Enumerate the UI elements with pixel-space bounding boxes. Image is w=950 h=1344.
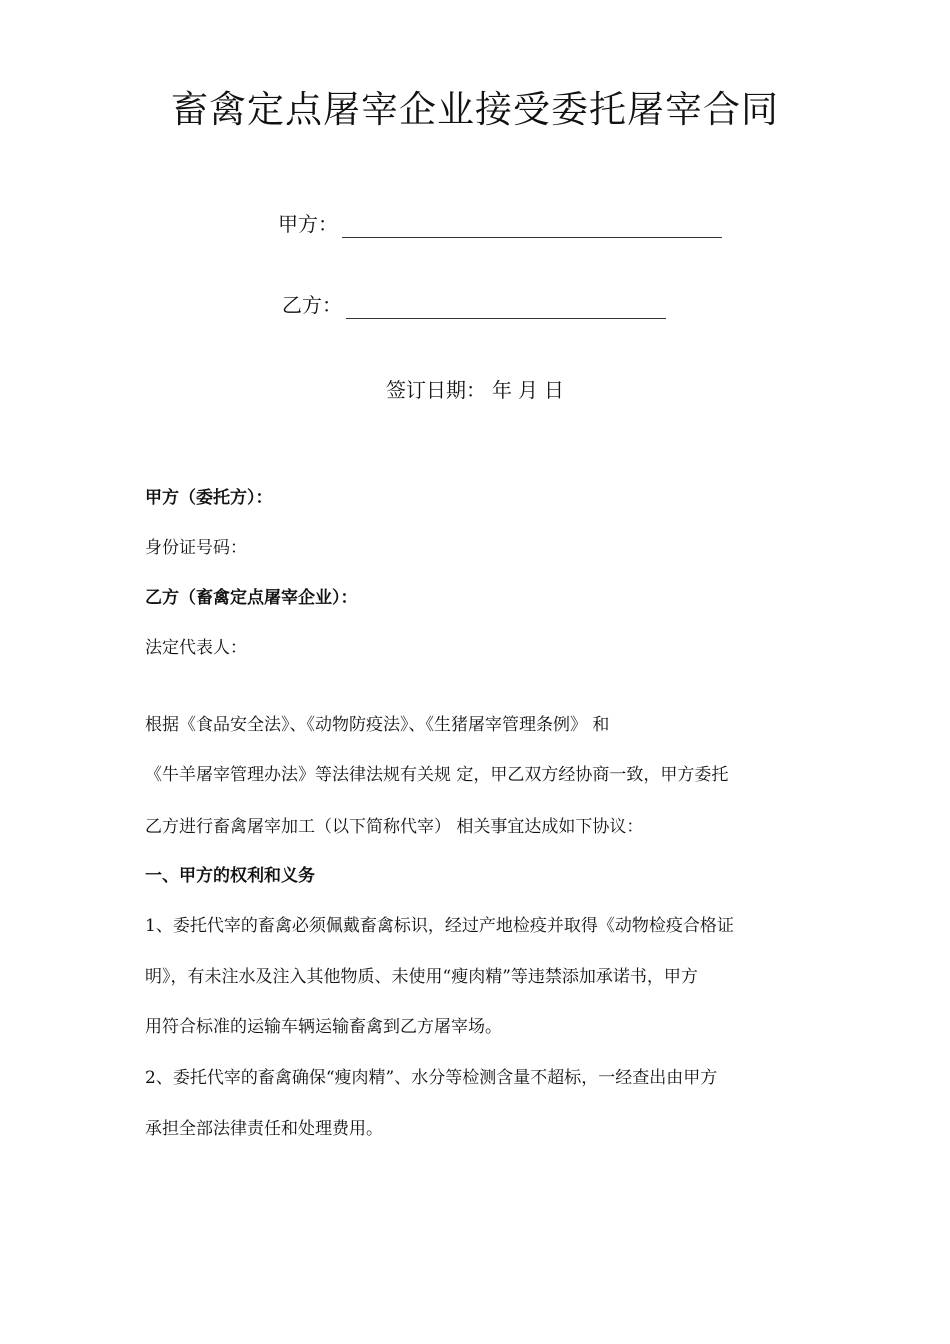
clause1-line: 明》，有未注水及注入其他物质、未使用“瘦肉精”等违禁添加承诺书，甲方 (145, 967, 698, 987)
intro-line: 根据《食品安全法》、《动物防疫法》、《生猪屠宰管理条例》 和 (145, 715, 610, 735)
document-title: 畜禽定点屠宰企业接受委托屠宰合同 (171, 88, 779, 131)
intro-line: 《牛羊屠宰管理办法》等法律法规有关规 定，甲乙双方经协商一致，甲方委托 (145, 765, 729, 785)
party-a-label: 甲方： (278, 212, 338, 236)
party-b-label: 乙方： (282, 293, 342, 317)
clause2-line: 承担全部法律责任和处理费用。 (145, 1119, 383, 1139)
sign-date-label: 签订日期： (386, 378, 486, 402)
id-number-label: 身份证号码： (145, 538, 247, 558)
party-a-blank[interactable] (342, 215, 722, 238)
sign-date (0, 376, 950, 404)
party-b-heading: 乙方（畜禽定点屠宰企业）： (145, 588, 358, 608)
section1-heading: 一、甲方的权利和义务 (145, 866, 315, 886)
party-a-line (278, 210, 722, 238)
intro-line: 乙方进行畜禽屠宰加工（以下简称代宰） 相关事宜达成如下协议： (145, 817, 644, 837)
sign-date-month: 月 (518, 378, 538, 402)
party-a-heading: 甲方（委托方）： (145, 488, 273, 508)
clause1-line: 用符合标准的运输车辆运输畜禽到乙方屠宰场。 (145, 1017, 502, 1037)
sign-date-day: 日 (544, 378, 564, 402)
clause1-line: 1、委托代宰的畜禽必须佩戴畜禽标识，经过产地检疫并取得《动物检疫合格证 (145, 916, 734, 936)
party-b-blank[interactable] (346, 296, 666, 319)
clause2-line: 2、委托代宰的畜禽确保“瘦肉精”、水分等检测含量不超标，一经查出由甲方 (145, 1068, 718, 1088)
party-b-line (282, 291, 666, 319)
legal-rep-label: 法定代表人： (145, 638, 247, 658)
sign-date-year: 年 (492, 378, 512, 402)
